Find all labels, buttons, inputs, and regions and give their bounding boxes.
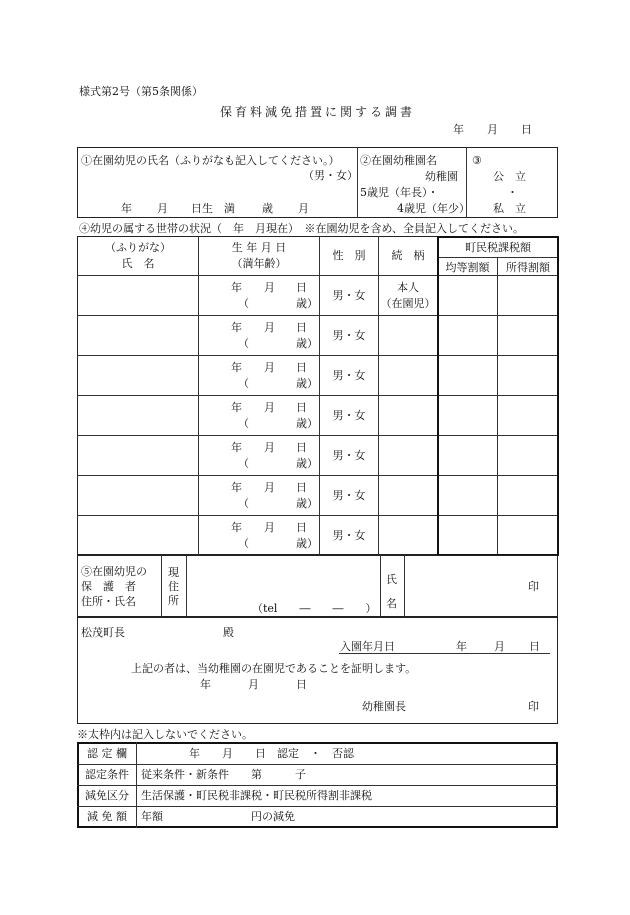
age-class-4: 4歳児（年少） [397, 202, 470, 215]
row-month: 月 [264, 401, 275, 414]
row-age: 歳） [296, 337, 318, 350]
row-month: 月 [264, 521, 275, 534]
birth-year: 年 [121, 202, 132, 215]
row-year: 年 [231, 281, 242, 294]
row-year: 年 [231, 441, 242, 454]
guardian-seal: 印 [528, 580, 539, 593]
row-paren: （ [238, 497, 249, 510]
school-type-public: 公 立 [493, 170, 526, 183]
col-header-age: （満年齢） [231, 257, 287, 270]
enroll-year: 年 [456, 640, 467, 653]
col-header-sex: 性 別 [332, 249, 366, 262]
row-day: 日 [296, 521, 307, 534]
school-type-private: 私 立 [493, 202, 526, 215]
row-day: 日 [296, 361, 307, 374]
col-header-furigana: （ふりがな） [105, 241, 171, 254]
tel-field: （tel ― ― ） [252, 602, 377, 615]
divider [380, 555, 381, 617]
kindergarten-suffix: 幼稚園 [425, 170, 458, 183]
row-month: 月 [264, 321, 275, 334]
row-paren: （ [238, 537, 249, 550]
row-sex: 男・女 [332, 369, 366, 382]
row-paren: （ [238, 457, 249, 470]
col-header-tax-equal: 均等割額 [445, 261, 490, 274]
row-sex: 男・女 [332, 529, 366, 542]
row-day: 日 [296, 441, 307, 454]
age-months: 月 [298, 202, 309, 215]
cert-day: 日 [296, 678, 307, 691]
row-paren: （ [238, 417, 249, 430]
admin-row-label: 減 免 額 [87, 810, 127, 823]
row-day: 日 [296, 281, 307, 294]
row-age: 歳） [296, 417, 318, 430]
enroll-month: 月 [494, 640, 505, 653]
row-day: 日 [296, 481, 307, 494]
kindergarten-name-label: ②在園幼稚園名 [360, 154, 437, 167]
row-paren: （ [238, 337, 249, 350]
row-sex: 男・女 [332, 489, 366, 502]
address-label: 現住所 [168, 566, 179, 607]
age-years: 歳 [262, 202, 273, 215]
row-sex: 男・女 [332, 289, 366, 302]
row-year: 年 [231, 481, 242, 494]
birth-day: 日生 [191, 202, 213, 215]
divider [186, 555, 187, 617]
col-header-tax-income: 所得割額 [506, 261, 550, 274]
row-day: 日 [296, 321, 307, 334]
row-sex: 男・女 [332, 449, 366, 462]
row-year: 年 [231, 321, 242, 334]
admin-row-value: 年額 円の減免 [141, 810, 295, 823]
enroll-underline [339, 653, 550, 654]
admin-row-label: 認定条件 [85, 768, 129, 781]
school-type-separator: ・ [507, 186, 518, 199]
divider [161, 555, 162, 617]
admin-row-value: 従来条件・新条件 第 子 [141, 768, 306, 781]
birth-month: 月 [157, 202, 168, 215]
addressee-honorific: 殿 [223, 626, 234, 639]
guardian-label-1: ⑤在園幼児の [81, 565, 147, 578]
row-age: 歳） [296, 457, 318, 470]
row-day: 日 [296, 401, 307, 414]
admin-row-label: 認 定 欄 [87, 747, 127, 760]
guardian-label-2: 保 護 者 [81, 580, 136, 593]
child-gender: （男・女） [303, 169, 358, 182]
cert-year: 年 [200, 678, 211, 691]
divider [77, 764, 558, 765]
header-date-year: 年 [453, 123, 464, 136]
divider [77, 806, 558, 807]
row-paren: （ [238, 377, 249, 390]
divider [357, 147, 358, 218]
divider [77, 785, 558, 786]
row-month: 月 [264, 361, 275, 374]
guardian-label-3: 住所・氏名 [81, 595, 136, 608]
row-month: 月 [264, 281, 275, 294]
age-label: 満 [224, 202, 235, 215]
row-sex: 男・女 [332, 329, 366, 342]
addressee: 松茂町長 [81, 626, 125, 639]
header-date-day: 日 [521, 123, 532, 136]
row-year: 年 [231, 401, 242, 414]
row-age: 歳） [296, 537, 318, 550]
household-label: ④幼児の属する世帯の状況（ 年 月現在） ※在園幼児を含め、全員記入してください。 [79, 222, 525, 235]
row-age: 歳） [296, 497, 318, 510]
admin-row-value: 年 月 日 認定 ・ 否認 [189, 747, 354, 760]
cert-month: 月 [248, 678, 259, 691]
row-paren: （ [238, 297, 249, 310]
form-number: 様式第2号（第5条関係） [79, 85, 203, 98]
admin-row-label: 減免区分 [85, 789, 129, 802]
name-label: 氏名 [386, 573, 397, 610]
enroll-day: 日 [529, 640, 540, 653]
header-date-month: 月 [487, 123, 498, 136]
row-sex: 男・女 [332, 409, 366, 422]
col-header-tax: 町民税課税額 [465, 241, 531, 254]
admin-note: ※太枠内は記入しないでください。 [77, 728, 253, 741]
row-age: 歳） [296, 377, 318, 390]
col-header-relation: 続 柄 [391, 249, 425, 262]
tax-thick-frame [437, 236, 559, 556]
row-relation-enrolled: （在園児） [380, 297, 436, 310]
admin-row-value: 生活保護・町民税非課税・町民税所得割非課税 [141, 789, 372, 802]
age-class-5: 5歳児（年長）・ [360, 186, 439, 199]
child-name-label: ①在園幼児の氏名（ふりがなも記入してください。） [81, 154, 340, 167]
row-relation-self: 本人 [397, 281, 419, 294]
row-year: 年 [231, 361, 242, 374]
row-year: 年 [231, 521, 242, 534]
document-title: 保育料減免措置に関する調書 [220, 105, 416, 119]
row-age: 歳） [296, 297, 318, 310]
col-header-name: 氏 名 [121, 257, 155, 270]
enroll-date-label: 入園年月日 [340, 640, 395, 653]
principal-seal: 印 [528, 700, 539, 713]
certification-statement: 上記の者は、当幼稚園の在園児であることを証明します。 [131, 662, 417, 675]
divider [404, 555, 405, 617]
row-month: 月 [264, 441, 275, 454]
principal-label: 幼稚園長 [362, 700, 406, 713]
school-type-label: ③ [472, 154, 482, 167]
row-month: 月 [264, 481, 275, 494]
col-header-birth: 生 年 月 日 [231, 241, 287, 254]
